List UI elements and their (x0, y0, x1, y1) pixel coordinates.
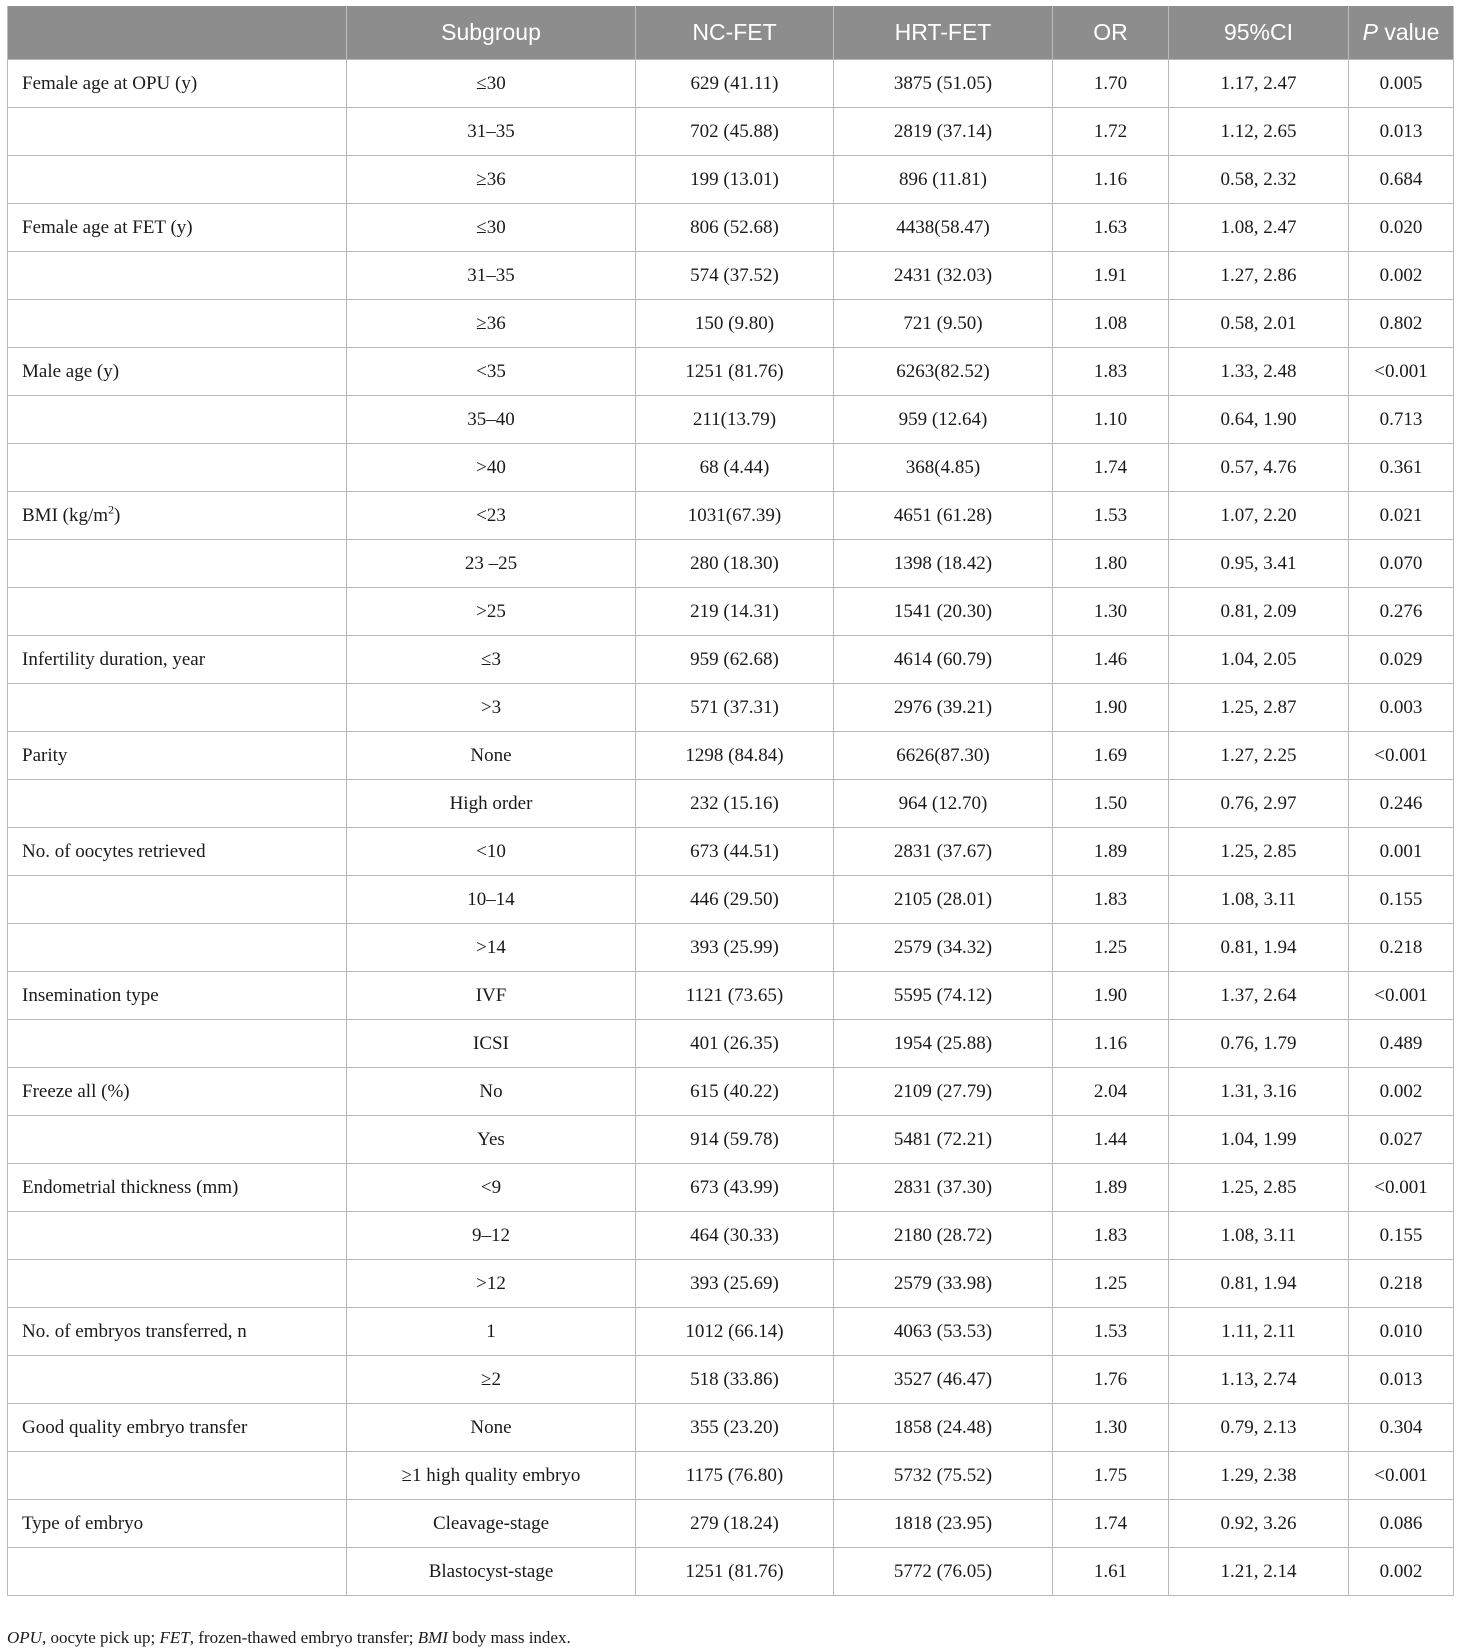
table-footnote (7, 1628, 571, 1648)
cell-p-value: 0.155 (1349, 1212, 1454, 1260)
cell-p-value: 0.001 (1349, 828, 1454, 876)
cell-hrt-fet: 4438(58.47) (834, 204, 1053, 252)
cell-p-value: 0.218 (1349, 924, 1454, 972)
cell-subgroup: <23 (347, 492, 636, 540)
cell-hrt-fet: 2579 (33.98) (834, 1260, 1053, 1308)
cell-variable (8, 444, 347, 492)
cell-nc-fet: 1121 (73.65) (636, 972, 834, 1020)
cell-hrt-fet: 964 (12.70) (834, 780, 1053, 828)
cell-ci: 1.37, 2.64 (1169, 972, 1349, 1020)
cell-subgroup: >12 (347, 1260, 636, 1308)
cell-or: 1.50 (1053, 780, 1169, 828)
cell-p-value: 0.013 (1349, 108, 1454, 156)
cell-subgroup: None (347, 1404, 636, 1452)
cell-or: 1.30 (1053, 1404, 1169, 1452)
table-row (8, 60, 1454, 108)
cell-or: 1.83 (1053, 876, 1169, 924)
cell-nc-fet: 574 (37.52) (636, 252, 834, 300)
cell-subgroup: ≤30 (347, 204, 636, 252)
cell-variable (8, 1308, 347, 1356)
cell-variable (8, 1020, 347, 1068)
cell-subgroup: >40 (347, 444, 636, 492)
header-nc-fet: NC-FET (636, 6, 834, 60)
cell-hrt-fet: 2831 (37.30) (834, 1164, 1053, 1212)
cell-subgroup: >25 (347, 588, 636, 636)
footnote-definition: , frozen-thawed embryo transfer; (189, 1628, 418, 1647)
header-variable (8, 6, 347, 60)
cell-nc-fet: 401 (26.35) (636, 1020, 834, 1068)
cell-p-value: 0.361 (1349, 444, 1454, 492)
cell-subgroup: <9 (347, 1164, 636, 1212)
cell-variable (8, 252, 347, 300)
table-row (8, 348, 1454, 396)
cell-variable (8, 204, 347, 252)
cell-ci: 1.31, 3.16 (1169, 1068, 1349, 1116)
cell-ci: 0.95, 3.41 (1169, 540, 1349, 588)
table-row (8, 924, 1454, 972)
cell-nc-fet: 1175 (76.80) (636, 1452, 834, 1500)
cell-nc-fet: 629 (41.11) (636, 60, 834, 108)
variable-label: No. of embryos transferred, n (22, 1320, 247, 1342)
cell-hrt-fet: 959 (12.64) (834, 396, 1053, 444)
cell-ci: 1.08, 3.11 (1169, 876, 1349, 924)
cell-p-value: 0.276 (1349, 588, 1454, 636)
cell-p-value: 0.246 (1349, 780, 1454, 828)
cell-or: 2.04 (1053, 1068, 1169, 1116)
table-row (8, 1068, 1454, 1116)
cell-variable (8, 684, 347, 732)
table-row (8, 876, 1454, 924)
cell-ci: 0.81, 1.94 (1169, 1260, 1349, 1308)
cell-nc-fet: 446 (29.50) (636, 876, 834, 924)
cell-or: 1.80 (1053, 540, 1169, 588)
footnote-abbreviation: BMI (417, 1628, 448, 1647)
cell-subgroup: ≤30 (347, 60, 636, 108)
cell-p-value: <0.001 (1349, 1452, 1454, 1500)
cell-subgroup: <10 (347, 828, 636, 876)
table-row (8, 156, 1454, 204)
cell-ci: 0.92, 3.26 (1169, 1500, 1349, 1548)
cell-subgroup: 1 (347, 1308, 636, 1356)
cell-hrt-fet: 3527 (46.47) (834, 1356, 1053, 1404)
cell-nc-fet: 914 (59.78) (636, 1116, 834, 1164)
cell-subgroup: 31–35 (347, 108, 636, 156)
cell-ci: 1.11, 2.11 (1169, 1308, 1349, 1356)
cell-p-value: 0.003 (1349, 684, 1454, 732)
variable-label: BMI (kg/m (22, 504, 109, 526)
cell-or: 1.61 (1053, 1548, 1169, 1596)
footnote-definition: body mass index. (447, 1628, 571, 1647)
cell-or: 1.30 (1053, 588, 1169, 636)
cell-hrt-fet: 2105 (28.01) (834, 876, 1053, 924)
cell-ci: 0.57, 4.76 (1169, 444, 1349, 492)
cell-hrt-fet: 721 (9.50) (834, 300, 1053, 348)
cell-ci: 1.08, 3.11 (1169, 1212, 1349, 1260)
cell-p-value: 0.021 (1349, 492, 1454, 540)
cell-or: 1.69 (1053, 732, 1169, 780)
cell-p-value: <0.001 (1349, 972, 1454, 1020)
cell-variable (8, 1356, 347, 1404)
cell-subgroup: >14 (347, 924, 636, 972)
cell-variable (8, 1548, 347, 1596)
cell-p-value: 0.155 (1349, 876, 1454, 924)
cell-nc-fet: 1012 (66.14) (636, 1308, 834, 1356)
cell-or: 1.25 (1053, 924, 1169, 972)
cell-ci: 1.25, 2.85 (1169, 1164, 1349, 1212)
cell-nc-fet: 673 (44.51) (636, 828, 834, 876)
cell-hrt-fet: 2976 (39.21) (834, 684, 1053, 732)
cell-subgroup: 10–14 (347, 876, 636, 924)
cell-nc-fet: 219 (14.31) (636, 588, 834, 636)
cell-nc-fet: 1251 (81.76) (636, 1548, 834, 1596)
table-body (8, 60, 1454, 1596)
variable-label: Female age at OPU (y) (22, 72, 198, 94)
cell-hrt-fet: 4063 (53.53) (834, 1308, 1053, 1356)
cell-variable (8, 1068, 347, 1116)
table-row (8, 1260, 1454, 1308)
cell-ci: 1.21, 2.14 (1169, 1548, 1349, 1596)
table-row (8, 1356, 1454, 1404)
cell-or: 1.10 (1053, 396, 1169, 444)
cell-hrt-fet: 3875 (51.05) (834, 60, 1053, 108)
table-row (8, 204, 1454, 252)
cell-or: 1.16 (1053, 156, 1169, 204)
cell-variable (8, 60, 347, 108)
header-ci: 95%CI (1169, 6, 1349, 60)
cell-or: 1.44 (1053, 1116, 1169, 1164)
cell-hrt-fet: 368(4.85) (834, 444, 1053, 492)
cell-nc-fet: 279 (18.24) (636, 1500, 834, 1548)
cell-or: 1.72 (1053, 108, 1169, 156)
cell-hrt-fet: 2579 (34.32) (834, 924, 1053, 972)
cell-ci: 1.33, 2.48 (1169, 348, 1349, 396)
cell-nc-fet: 959 (62.68) (636, 636, 834, 684)
variable-label: Good quality embryo transfer (22, 1416, 248, 1438)
header-p-value (1349, 6, 1454, 60)
table-row (8, 1020, 1454, 1068)
cell-p-value: 0.684 (1349, 156, 1454, 204)
cell-variable (8, 828, 347, 876)
cell-or: 1.75 (1053, 1452, 1169, 1500)
cell-ci: 1.04, 2.05 (1169, 636, 1349, 684)
table-row (8, 108, 1454, 156)
cell-nc-fet: 464 (30.33) (636, 1212, 834, 1260)
header-p-rest: value (1377, 19, 1440, 45)
cell-or: 1.74 (1053, 1500, 1169, 1548)
cell-ci: 1.07, 2.20 (1169, 492, 1349, 540)
cell-p-value: 0.027 (1349, 1116, 1454, 1164)
cell-or: 1.08 (1053, 300, 1169, 348)
variable-label-end: ) (114, 504, 121, 526)
cell-p-value: 0.020 (1349, 204, 1454, 252)
cell-nc-fet: 1298 (84.84) (636, 732, 834, 780)
cell-ci: 1.25, 2.87 (1169, 684, 1349, 732)
footnote-abbreviation: FET (159, 1628, 190, 1647)
variable-label: Female age at FET (y) (22, 216, 193, 238)
cell-subgroup: None (347, 732, 636, 780)
cell-ci: 1.08, 2.47 (1169, 204, 1349, 252)
cell-ci: 1.29, 2.38 (1169, 1452, 1349, 1500)
cell-nc-fet: 280 (18.30) (636, 540, 834, 588)
cell-hrt-fet: 4614 (60.79) (834, 636, 1053, 684)
cell-or: 1.46 (1053, 636, 1169, 684)
cell-p-value: 0.489 (1349, 1020, 1454, 1068)
table-row (8, 252, 1454, 300)
cell-p-value: 0.086 (1349, 1500, 1454, 1548)
cell-nc-fet: 211(13.79) (636, 396, 834, 444)
cell-subgroup: Blastocyst-stage (347, 1548, 636, 1596)
header-hrt-fet: HRT-FET (834, 6, 1053, 60)
cell-or: 1.90 (1053, 972, 1169, 1020)
cell-variable (8, 876, 347, 924)
table-row (8, 1116, 1454, 1164)
table-row (8, 972, 1454, 1020)
cell-variable (8, 396, 347, 444)
cell-p-value: 0.713 (1349, 396, 1454, 444)
cell-p-value: <0.001 (1349, 732, 1454, 780)
cell-hrt-fet: 1818 (23.95) (834, 1500, 1053, 1548)
cell-or: 1.91 (1053, 252, 1169, 300)
cell-variable (8, 780, 347, 828)
cell-nc-fet: 615 (40.22) (636, 1068, 834, 1116)
cell-nc-fet: 150 (9.80) (636, 300, 834, 348)
cell-ci: 0.81, 1.94 (1169, 924, 1349, 972)
cell-subgroup: 23 –25 (347, 540, 636, 588)
cell-or: 1.89 (1053, 1164, 1169, 1212)
cell-subgroup: High order (347, 780, 636, 828)
cell-nc-fet: 702 (45.88) (636, 108, 834, 156)
cell-hrt-fet: 5772 (76.05) (834, 1548, 1053, 1596)
cell-or: 1.83 (1053, 348, 1169, 396)
cell-subgroup: ≥1 high quality embryo (347, 1452, 636, 1500)
variable-label: Infertility duration, year (22, 648, 206, 670)
cell-subgroup: Yes (347, 1116, 636, 1164)
cell-subgroup: <35 (347, 348, 636, 396)
cell-or: 1.83 (1053, 1212, 1169, 1260)
table-row (8, 1500, 1454, 1548)
cell-subgroup: ≥2 (347, 1356, 636, 1404)
cell-ci: 0.58, 2.01 (1169, 300, 1349, 348)
cell-nc-fet: 571 (37.31) (636, 684, 834, 732)
cell-variable (8, 732, 347, 780)
cell-subgroup: ≤3 (347, 636, 636, 684)
cell-ci: 0.58, 2.32 (1169, 156, 1349, 204)
table-row (8, 444, 1454, 492)
cell-nc-fet: 232 (15.16) (636, 780, 834, 828)
cell-ci: 1.17, 2.47 (1169, 60, 1349, 108)
cell-subgroup: ICSI (347, 1020, 636, 1068)
cell-variable (8, 1452, 347, 1500)
table-row (8, 588, 1454, 636)
cell-subgroup: 9–12 (347, 1212, 636, 1260)
table-row (8, 300, 1454, 348)
cell-ci: 1.04, 1.99 (1169, 1116, 1349, 1164)
cell-variable (8, 348, 347, 396)
cell-p-value: 0.802 (1349, 300, 1454, 348)
cell-variable (8, 108, 347, 156)
cell-p-value: 0.010 (1349, 1308, 1454, 1356)
header-or: OR (1053, 6, 1169, 60)
table-row (8, 540, 1454, 588)
cell-subgroup: >3 (347, 684, 636, 732)
cell-or: 1.70 (1053, 60, 1169, 108)
cell-nc-fet: 518 (33.86) (636, 1356, 834, 1404)
cell-variable (8, 540, 347, 588)
cell-nc-fet: 393 (25.69) (636, 1260, 834, 1308)
cell-hrt-fet: 2180 (28.72) (834, 1212, 1053, 1260)
cell-or: 1.25 (1053, 1260, 1169, 1308)
cell-or: 1.16 (1053, 1020, 1169, 1068)
variable-label: Freeze all (%) (22, 1080, 130, 1102)
variable-label: Insemination type (22, 984, 159, 1006)
cell-nc-fet: 806 (52.68) (636, 204, 834, 252)
table-row (8, 1212, 1454, 1260)
cell-nc-fet: 355 (23.20) (636, 1404, 834, 1452)
cell-hrt-fet: 5481 (72.21) (834, 1116, 1053, 1164)
cell-or: 1.74 (1053, 444, 1169, 492)
cell-hrt-fet: 5732 (75.52) (834, 1452, 1053, 1500)
cell-p-value: <0.001 (1349, 1164, 1454, 1212)
variable-label: Parity (22, 744, 68, 766)
subgroup-analysis-table (7, 6, 1454, 1596)
footnote-abbreviation: OPU (7, 1628, 42, 1647)
cell-subgroup: No (347, 1068, 636, 1116)
cell-variable (8, 1164, 347, 1212)
cell-subgroup: ≥36 (347, 156, 636, 204)
variable-label: Endometrial thickness (mm) (22, 1176, 239, 1198)
table-row (8, 1164, 1454, 1212)
cell-nc-fet: 68 (4.44) (636, 444, 834, 492)
cell-or: 1.90 (1053, 684, 1169, 732)
cell-hrt-fet: 896 (11.81) (834, 156, 1053, 204)
cell-or: 1.63 (1053, 204, 1169, 252)
table-row (8, 1308, 1454, 1356)
cell-variable (8, 1212, 347, 1260)
cell-hrt-fet: 4651 (61.28) (834, 492, 1053, 540)
cell-hrt-fet: 1541 (20.30) (834, 588, 1053, 636)
cell-ci: 1.25, 2.85 (1169, 828, 1349, 876)
cell-variable (8, 972, 347, 1020)
cell-variable (8, 492, 347, 540)
table-row (8, 732, 1454, 780)
header-row (8, 6, 1454, 60)
cell-hrt-fet: 2431 (32.03) (834, 252, 1053, 300)
cell-subgroup: IVF (347, 972, 636, 1020)
cell-or: 1.89 (1053, 828, 1169, 876)
cell-variable (8, 1500, 347, 1548)
cell-variable (8, 924, 347, 972)
table-row (8, 780, 1454, 828)
cell-variable (8, 588, 347, 636)
cell-hrt-fet: 2831 (37.67) (834, 828, 1053, 876)
table-row (8, 684, 1454, 732)
cell-hrt-fet: 6263(82.52) (834, 348, 1053, 396)
cell-ci: 1.27, 2.86 (1169, 252, 1349, 300)
cell-hrt-fet: 1858 (24.48) (834, 1404, 1053, 1452)
table-row (8, 1452, 1454, 1500)
cell-hrt-fet: 2109 (27.79) (834, 1068, 1053, 1116)
cell-p-value: 0.002 (1349, 1068, 1454, 1116)
cell-hrt-fet: 1398 (18.42) (834, 540, 1053, 588)
cell-ci: 0.79, 2.13 (1169, 1404, 1349, 1452)
cell-nc-fet: 1031(67.39) (636, 492, 834, 540)
variable-label: Type of embryo (22, 1512, 144, 1534)
cell-ci: 0.81, 2.09 (1169, 588, 1349, 636)
cell-or: 1.76 (1053, 1356, 1169, 1404)
variable-label: Male age (y) (22, 360, 120, 382)
cell-p-value: 0.304 (1349, 1404, 1454, 1452)
cell-variable (8, 1404, 347, 1452)
cell-variable (8, 1260, 347, 1308)
cell-ci: 1.12, 2.65 (1169, 108, 1349, 156)
cell-ci: 0.76, 2.97 (1169, 780, 1349, 828)
table-row (8, 636, 1454, 684)
table-row (8, 396, 1454, 444)
variable-label: No. of oocytes retrieved (22, 840, 206, 862)
cell-subgroup: 31–35 (347, 252, 636, 300)
cell-p-value: 0.218 (1349, 1260, 1454, 1308)
cell-variable (8, 1116, 347, 1164)
header-p-italic: P (1362, 19, 1378, 45)
cell-subgroup: 35–40 (347, 396, 636, 444)
variable-superscript: 2 (108, 502, 115, 517)
table-row (8, 492, 1454, 540)
cell-variable (8, 156, 347, 204)
table-row (8, 828, 1454, 876)
cell-hrt-fet: 5595 (74.12) (834, 972, 1053, 1020)
cell-p-value: 0.070 (1349, 540, 1454, 588)
cell-ci: 1.13, 2.74 (1169, 1356, 1349, 1404)
cell-variable (8, 300, 347, 348)
cell-ci: 0.76, 1.79 (1169, 1020, 1349, 1068)
cell-hrt-fet: 1954 (25.88) (834, 1020, 1053, 1068)
cell-p-value: 0.029 (1349, 636, 1454, 684)
cell-nc-fet: 1251 (81.76) (636, 348, 834, 396)
table-container (7, 6, 1453, 1596)
cell-or: 1.53 (1053, 492, 1169, 540)
cell-p-value: 0.002 (1349, 252, 1454, 300)
cell-subgroup: ≥36 (347, 300, 636, 348)
cell-p-value: 0.013 (1349, 1356, 1454, 1404)
cell-ci: 0.64, 1.90 (1169, 396, 1349, 444)
cell-nc-fet: 393 (25.99) (636, 924, 834, 972)
cell-or: 1.53 (1053, 1308, 1169, 1356)
table-header (8, 6, 1454, 60)
cell-nc-fet: 199 (13.01) (636, 156, 834, 204)
table-row (8, 1404, 1454, 1452)
cell-p-value: 0.005 (1349, 60, 1454, 108)
cell-nc-fet: 673 (43.99) (636, 1164, 834, 1212)
cell-hrt-fet: 2819 (37.14) (834, 108, 1053, 156)
cell-variable (8, 636, 347, 684)
cell-hrt-fet: 6626(87.30) (834, 732, 1053, 780)
cell-p-value: <0.001 (1349, 348, 1454, 396)
footnote-definition: , oocyte pick up; (41, 1628, 160, 1647)
table-row (8, 1548, 1454, 1596)
cell-subgroup: Cleavage-stage (347, 1500, 636, 1548)
header-subgroup: Subgroup (347, 6, 636, 60)
cell-ci: 1.27, 2.25 (1169, 732, 1349, 780)
cell-p-value: 0.002 (1349, 1548, 1454, 1596)
